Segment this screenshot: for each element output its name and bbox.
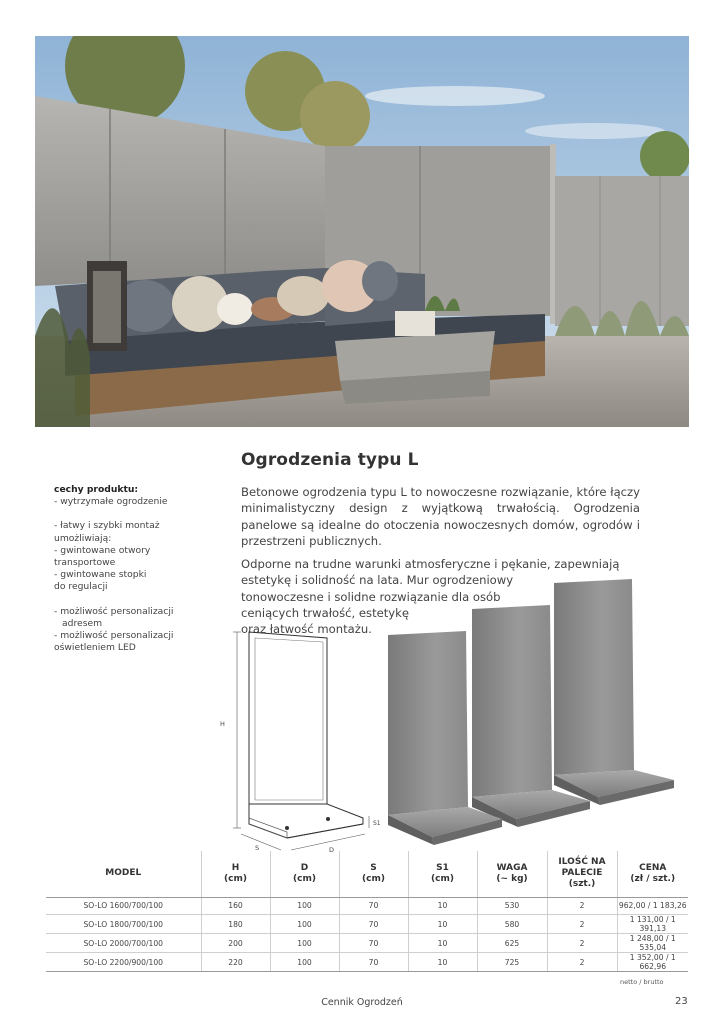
table-row [46,897,688,915]
cell-model: SO-LO 1800/700/100 [46,915,201,934]
cell-waga: 625 [477,934,547,953]
feature-line: transportowe [54,557,116,569]
cell-h: 160 [201,897,270,915]
feature-line: - możliwość personalizacji [54,630,174,642]
table-row [46,915,688,934]
description-paragraph-1: Betonowe ogrodzenia typu L to nowoczesne rozwiązanie, które łączy minimalistyczny design z wyjątkową trwałością. Ogrodzenia panelowe są idealne do otoczenia nowoczesnych domów, ogrodów i przestrzeni publicznych. [241,485,640,548]
cell-waga: 580 [477,915,547,934]
header-s1: S1 (cm) [408,851,477,897]
feature-line: - gwintowane stopki [54,569,147,581]
cell-s1: 10 [408,915,477,934]
feature-line: adresem [62,617,103,629]
feature-line: umożliwiają: [54,532,112,544]
description-line: oraz łatwość montażu. [241,622,372,637]
header-ilosc: ILOŚĆ NA PALECIE (szt.) [547,851,617,897]
cell-s: 70 [339,897,408,915]
label-h: H [220,720,225,728]
page-number: 23 [675,996,688,1007]
footer-title: Cennik Ogrodzeń [321,997,403,1008]
description-line: tonowoczesne i solidne rozwiązanie dla osób [241,589,501,604]
hero-photo [35,36,689,427]
description-line: estetykę i solidność na lata. Mur ogrodzeniowy [241,573,514,588]
cell-model: SO-LO 2200/900/100 [46,953,201,972]
cell-s1: 10 [408,897,477,915]
cell-model: SO-LO 1600/700/100 [46,897,201,915]
cell-model: SO-LO 2000/700/100 [46,934,201,953]
feature-line: - gwintowane otwory [54,544,151,556]
cell-s: 70 [339,934,408,953]
cell-s: 70 [339,915,408,934]
cell-d: 100 [270,915,339,934]
header-waga: WAGA (~ kg) [477,851,547,897]
table-header-row [46,851,688,897]
cell-ilosc: 2 [547,953,617,972]
cell-d: 100 [270,897,339,915]
dimension-diagram [215,628,385,860]
price-note: netto / brutto [620,978,664,986]
label-d: D [329,846,335,854]
label-s: S [255,844,260,852]
description-line: Odporne na trudne warunki atmosferyczne i pękanie, zapewniają [241,557,620,571]
cell-cena: 962,00 / 1 183,26 [617,897,688,915]
page-title: Ogrodzenia typu L [241,450,419,470]
cell-ilosc: 2 [547,934,617,953]
features-heading: cechy produktu: [54,484,139,495]
product-panels-illustration [380,575,680,850]
table-row [46,934,688,953]
cell-s1: 10 [408,934,477,953]
cell-h: 220 [201,953,270,972]
cell-h: 200 [201,934,270,953]
panel-large [554,579,674,805]
cell-cena: 1 131,00 / 1 391,13 [617,915,688,934]
header-cena: CENA (zł / szt.) [617,851,688,897]
specification-table [46,851,688,972]
cell-d: 100 [270,934,339,953]
cell-cena: 1 352,00 / 1 662,96 [617,953,688,972]
feature-line: oświetleniem LED [54,642,136,654]
feature-line: - łatwy i szybki montaż [54,520,160,532]
cell-d: 100 [270,953,339,972]
cell-waga: 725 [477,953,547,972]
feature-line: - możliwość personalizacji [54,605,174,617]
feature-line: - wytrzymałe ogrodzenie [54,496,168,508]
cell-ilosc: 2 [547,915,617,934]
cell-waga: 530 [477,897,547,915]
product-features [54,484,224,654]
cell-h: 180 [201,915,270,934]
header-model: MODEL [46,851,201,897]
cell-ilosc: 2 [547,897,617,915]
header-s: S (cm) [339,851,408,897]
header-h: H (cm) [201,851,270,897]
cell-s: 70 [339,953,408,972]
cell-s1: 10 [408,953,477,972]
label-s1: S1 [373,820,381,827]
cell-cena: 1 248,00 / 1 535,04 [617,934,688,953]
header-d: D (cm) [270,851,339,897]
description-line: ceniących trwałość, estetykę [241,605,410,620]
feature-line: do regulacji [54,581,108,593]
table-row [46,953,688,972]
